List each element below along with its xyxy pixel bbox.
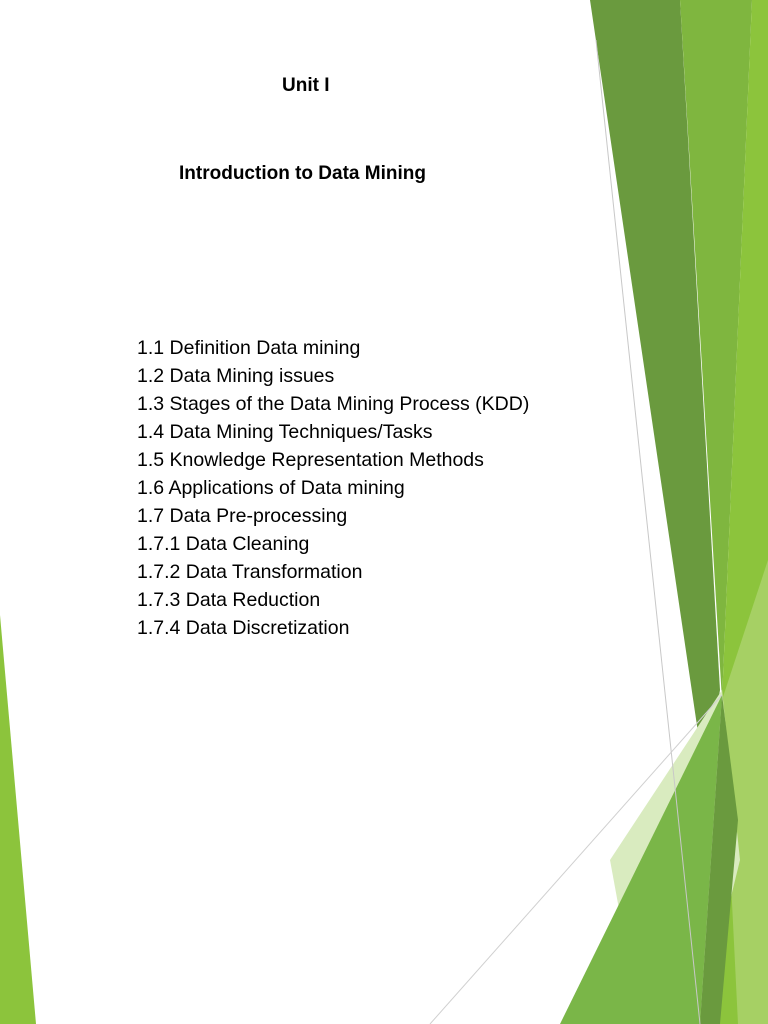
toc-item: 1.7.3 Data Reduction <box>137 589 321 611</box>
toc-item: 1.7.4 Data Discretization <box>137 617 350 639</box>
toc-item: 1.7 Data Pre-processing <box>137 505 348 527</box>
table-of-contents <box>137 334 529 642</box>
toc-item: 1.7.1 Data Cleaning <box>137 533 310 555</box>
toc-item: 1.3 Stages of the Data Mining Process (KDD) <box>137 393 530 415</box>
facet-mid-green-lower <box>560 695 722 1024</box>
toc-item: 1.4 Data Mining Techniques/Tasks <box>137 421 433 443</box>
unit-heading: Unit I <box>282 75 330 96</box>
facet-left-sliver <box>0 615 36 1024</box>
toc-item: 1.6 Applications of Data mining <box>137 477 405 499</box>
document-title: Introduction to Data Mining <box>179 163 426 184</box>
toc-item: 1.2 Data Mining issues <box>137 365 335 387</box>
toc-item: 1.7.2 Data Transformation <box>137 561 363 583</box>
toc-item: 1.1 Definition Data mining <box>137 337 361 359</box>
toc-item: 1.5 Knowledge Representation Methods <box>137 449 484 471</box>
